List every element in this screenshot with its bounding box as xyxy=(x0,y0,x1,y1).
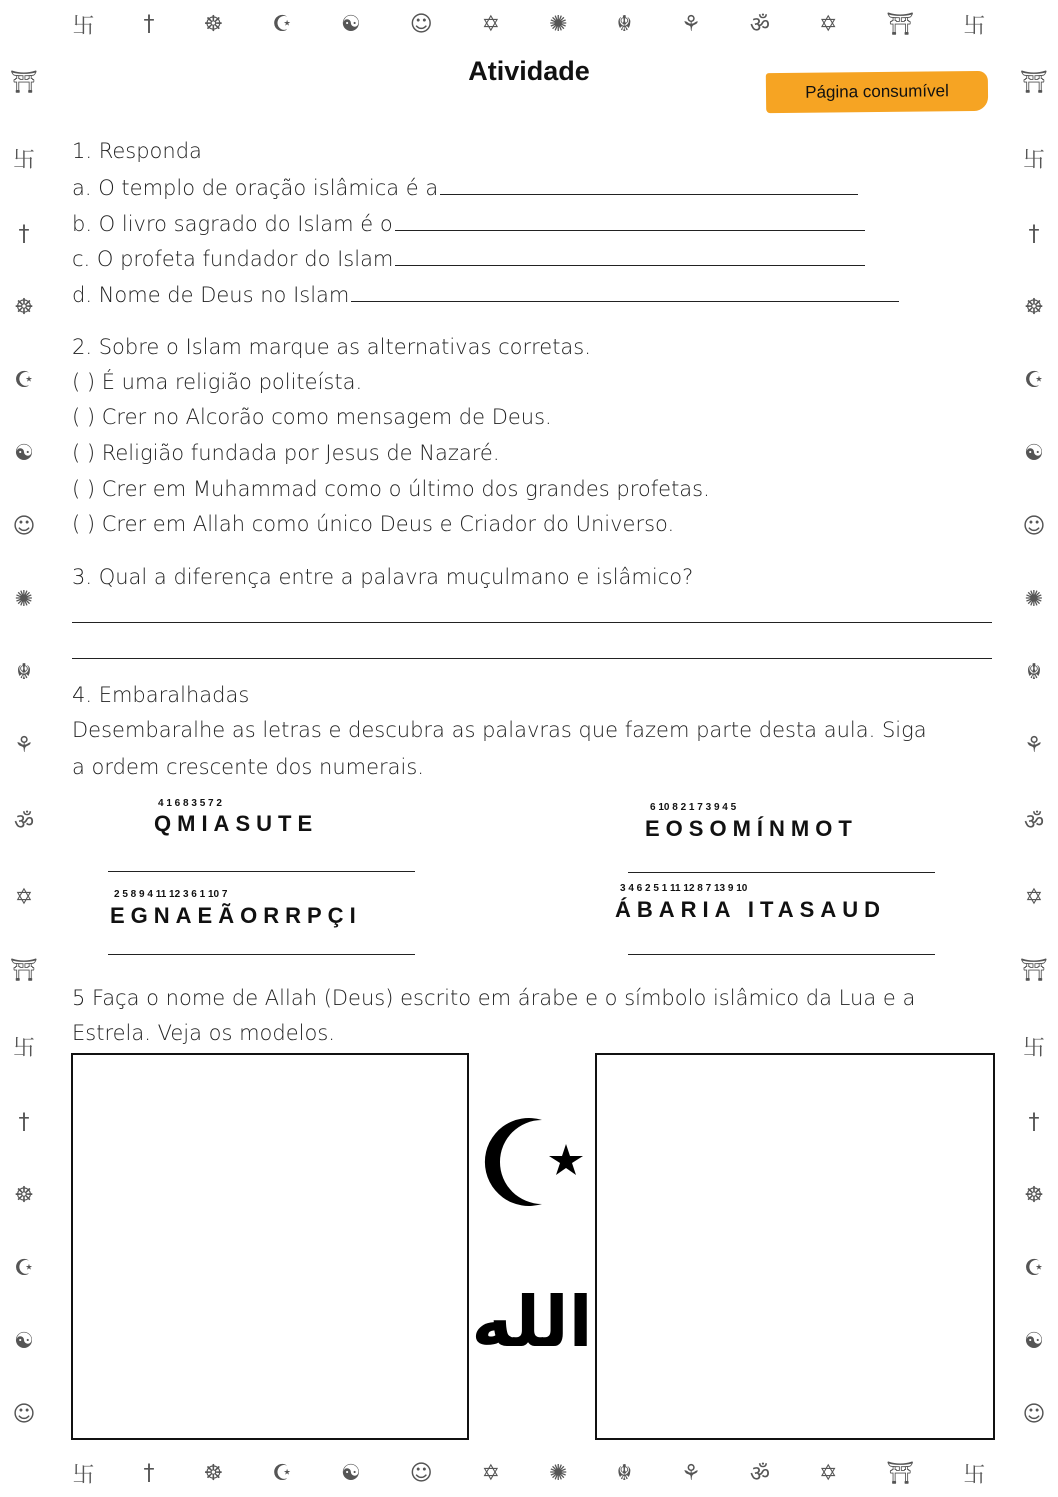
drawing-box-right[interactable] xyxy=(595,1053,995,1440)
crescent-star-icon xyxy=(480,1112,590,1212)
q4-instruction: a ordem crescente dos numerais. xyxy=(72,755,424,779)
border-symbol-icon: ✺ xyxy=(549,11,568,37)
border-symbol-icon: ✡ xyxy=(1024,884,1044,910)
q1-item-d xyxy=(72,281,899,307)
border-symbol-icon: ⚘ xyxy=(681,1460,701,1486)
border-top xyxy=(0,0,1058,46)
border-symbol-icon: ☬ xyxy=(616,1460,633,1486)
scramble-numbers: 2 5 8 9 4 11 12 3 6 1 10 7 xyxy=(114,889,228,900)
answer-line[interactable] xyxy=(72,622,992,623)
border-symbol-icon: ॐ xyxy=(749,13,770,38)
border-symbol-icon: ⛩ xyxy=(886,1460,915,1486)
answer-line[interactable] xyxy=(628,954,935,955)
border-symbol-icon: ☯ xyxy=(14,441,34,467)
border-symbol-icon: ☸ xyxy=(1024,1182,1044,1208)
q1-item-a xyxy=(72,174,858,200)
answer-blank[interactable] xyxy=(395,210,865,231)
border-symbol-icon: 卐 xyxy=(12,1035,35,1061)
q2-option[interactable]: ( ) Crer em Allah como único Deus e Criador do Universo. xyxy=(72,512,675,536)
q4-instruction: Desembaralhe as letras e descubra as palavras que fazem parte desta aula. Siga xyxy=(72,718,927,742)
allah-calligraphy-icon xyxy=(471,1262,593,1382)
border-symbol-icon: ☺ xyxy=(409,1460,433,1486)
q4-heading: 4. Embaralhadas xyxy=(72,683,250,707)
border-symbol-icon: ☯ xyxy=(1024,441,1044,467)
border-symbol-icon: ॐ xyxy=(13,810,35,836)
q5-instruction: 5 Faça o nome de Allah (Deus) escrito em árabe e o símbolo islâmico da Lua e a xyxy=(72,986,916,1010)
border-symbol-icon: ☬ xyxy=(616,11,633,37)
q3-heading: 3. Qual a diferença entre a palavra muçulmano e islâmico? xyxy=(72,565,694,589)
border-symbol-icon: 卐 xyxy=(1022,1035,1045,1061)
border-symbol-icon: ✡ xyxy=(481,1460,501,1486)
q1-item-b xyxy=(72,210,865,236)
border-symbol-icon: † xyxy=(143,1460,155,1486)
border-left xyxy=(0,0,48,1497)
border-symbol-icon: † xyxy=(18,1109,30,1135)
q2-option[interactable]: ( ) Crer no Alcorão como mensagem de Deus. xyxy=(72,405,552,429)
border-symbol-icon: ⛩ xyxy=(10,70,38,96)
border-symbol-icon: ⚘ xyxy=(1024,733,1044,759)
border-symbol-icon: ⛩ xyxy=(10,957,38,983)
border-symbol-icon: ✺ xyxy=(1024,587,1044,613)
border-symbol-icon: ☸ xyxy=(14,295,34,321)
border-symbol-icon: ✡ xyxy=(14,884,34,910)
answer-blank[interactable] xyxy=(440,174,858,195)
border-symbol-icon: ☺ xyxy=(12,514,36,540)
q1-item-c-text: c. O profeta fundador do Islam xyxy=(72,247,394,271)
q5-instruction: Estrela. Veja os modelos. xyxy=(72,1021,335,1045)
q1-item-b-text: b. O livro sagrado do Islam é o xyxy=(72,212,393,236)
border-symbol-icon: † xyxy=(1028,222,1040,248)
border-symbol-icon: 卐 xyxy=(963,1462,986,1488)
scramble-numbers: 6 10 8 2 1 7 3 9 4 5 xyxy=(650,802,737,813)
border-symbol-icon: † xyxy=(18,222,30,248)
q2-option[interactable]: ( ) É uma religião politeísta. xyxy=(72,370,363,394)
border-symbol-icon: ☯ xyxy=(340,11,361,37)
border-bottom xyxy=(0,1451,1058,1497)
q1-heading: 1. Responda xyxy=(72,139,202,163)
answer-line[interactable] xyxy=(108,871,415,872)
consumable-page-tag xyxy=(766,71,988,113)
border-symbol-icon: 卐 xyxy=(1022,148,1045,174)
q2-option[interactable]: ( ) Crer em Muhammad como o último dos grandes profetas. xyxy=(72,477,710,501)
border-symbol-icon: ☪ xyxy=(14,1255,34,1281)
border-symbol-icon: ☸ xyxy=(203,1460,224,1486)
consumable-page-label: Página consumível xyxy=(805,81,949,102)
q2-heading: 2. Sobre o Islam marque as alternativas corretas. xyxy=(72,335,591,359)
border-symbol-icon: ☺ xyxy=(12,1401,36,1427)
scramble-numbers: 3 4 6 2 5 1 11 12 8 7 13 9 10 xyxy=(620,883,748,894)
border-symbol-icon: ⛩ xyxy=(1020,70,1048,96)
border-symbol-icon: 卐 xyxy=(72,1462,95,1488)
border-symbol-icon: 卐 xyxy=(12,148,35,174)
border-symbol-icon: ✡ xyxy=(481,11,501,37)
scramble-letters: ÁBARIA ITASAUD xyxy=(615,897,886,922)
border-symbol-icon: ☺ xyxy=(1022,1401,1046,1427)
q1-item-c xyxy=(72,245,865,271)
q1-item-d-text: d. Nome de Deus no Islam xyxy=(72,283,350,307)
border-symbol-icon: 卐 xyxy=(963,13,986,39)
border-right xyxy=(1010,0,1058,1497)
q1-item-a-text: a. O templo de oração islâmica é a xyxy=(72,176,439,200)
scramble-letters: QMIASUTE xyxy=(154,811,319,836)
answer-line[interactable] xyxy=(108,954,415,955)
border-symbol-icon: ☺ xyxy=(1022,514,1046,540)
drawing-box-left[interactable] xyxy=(71,1053,469,1440)
scramble-numbers: 4 1 6 8 3 5 7 2 xyxy=(158,798,222,809)
answer-line[interactable] xyxy=(628,872,935,873)
border-symbol-icon: ☬ xyxy=(1026,660,1042,686)
border-symbol-icon: ✡ xyxy=(818,1460,838,1486)
border-symbol-icon: ☸ xyxy=(1024,295,1044,321)
page-title: Atividade xyxy=(468,56,590,86)
border-symbol-icon: ⛩ xyxy=(1020,957,1048,983)
border-symbol-icon: 卐 xyxy=(72,13,95,39)
border-symbol-icon: ☯ xyxy=(1024,1328,1044,1354)
answer-line[interactable] xyxy=(72,658,992,659)
border-symbol-icon: ☪ xyxy=(272,11,292,37)
allah-arabic-text: الله xyxy=(471,1281,593,1363)
border-symbol-icon: ☬ xyxy=(16,660,32,686)
border-symbol-icon: ☺ xyxy=(409,11,433,37)
border-symbol-icon: ☯ xyxy=(14,1328,34,1354)
border-symbol-icon: † xyxy=(1028,1109,1040,1135)
q2-option[interactable]: ( ) Religião fundada por Jesus de Nazaré. xyxy=(72,441,500,465)
border-symbol-icon: ☪ xyxy=(14,368,34,394)
border-symbol-icon: ☸ xyxy=(203,11,224,37)
border-symbol-icon: ⚘ xyxy=(681,11,701,37)
border-symbol-icon: ✺ xyxy=(14,587,34,613)
border-symbol-icon: ☯ xyxy=(340,1460,361,1486)
border-symbol-icon: ✺ xyxy=(549,1460,568,1486)
border-symbol-icon: ⛩ xyxy=(886,11,915,37)
border-symbol-icon: ✡ xyxy=(818,11,838,37)
answer-blank[interactable] xyxy=(351,281,899,302)
scramble-letters: EOSOMÍNMOT xyxy=(645,816,858,841)
scramble-letters: EGNAEÃORRPÇI xyxy=(110,903,362,928)
border-symbol-icon: ☸ xyxy=(14,1182,34,1208)
border-symbol-icon: ☪ xyxy=(272,1460,292,1486)
border-symbol-icon: ॐ xyxy=(1023,810,1045,836)
border-symbol-icon: † xyxy=(143,11,155,37)
border-symbol-icon: ☪ xyxy=(1024,1255,1044,1281)
border-symbol-icon: ॐ xyxy=(749,1462,770,1487)
answer-blank[interactable] xyxy=(395,245,865,266)
border-symbol-icon: ☪ xyxy=(1024,368,1044,394)
border-symbol-icon: ⚘ xyxy=(14,733,34,759)
